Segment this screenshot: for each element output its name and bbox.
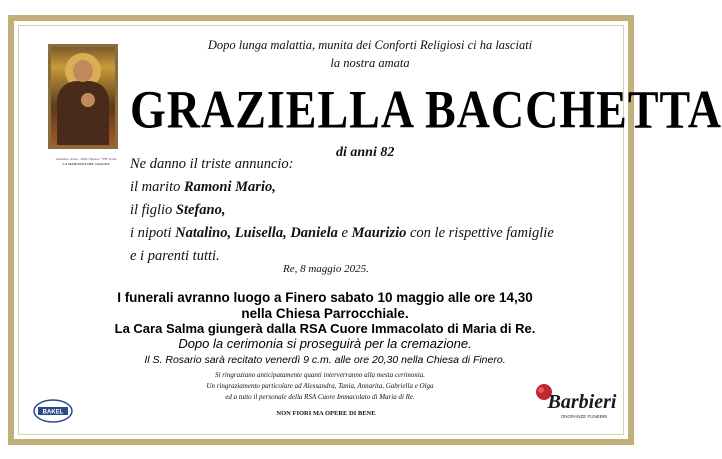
no-flowers-text: NON FIORI MA OPERE DI BENE (276, 410, 376, 417)
funeral-line1: I funerali avranno luogo a Finero sabato 10 maggio alle ore 14,30 (117, 290, 533, 305)
barbieri-logo-text: Barbieri (547, 391, 617, 413)
icon-caption-line1: Santuario di Re - Valle Vigezzo "VB" Italia (55, 157, 117, 161)
icon-caption (44, 157, 128, 167)
announcement-intro: Ne danno il triste annuncio: (130, 156, 294, 172)
announcement-son: il figlio Stefano, (130, 202, 226, 218)
religious-icon-image (48, 44, 118, 149)
thanks-line1: Si ringraziano anticipatamente quanti interverranno alla mesta cerimonia. (215, 371, 425, 379)
announcement-husband: il marito Ramoni Mario, (130, 179, 276, 195)
thanks-line2: Un ringraziamento particolare ad Alessandra, Tania, Annarita, Gabriella e Olga (206, 382, 434, 390)
intro-line1: Dopo lunga malattia, munita dei Conforti Religiosi ci ha lasciati (207, 38, 533, 52)
funeral-line4: Dopo la cerimonia si proseguirà per la cremazione. (178, 336, 472, 351)
thanks-line3: ed a tutto il personale della RSA Cuore Immacolato di Maria di Re. (225, 393, 415, 401)
funeral-line2: nella Chiesa Parrocchiale. (241, 306, 409, 321)
place-date: Re, 8 maggio 2025. (283, 263, 369, 275)
intro-line2: la nostra amata (330, 56, 410, 70)
madonna-icon (51, 47, 115, 146)
bakel-logo-text: BAKEL (42, 409, 64, 416)
barbieri-logo (532, 380, 622, 424)
age-text: di anni 82 (336, 145, 395, 160)
announcement-block (130, 153, 554, 268)
icon-caption-line2: LA MADONNA DEL SANGUE (62, 162, 110, 166)
announcement-nephews: i nipoti Natalino, Luisella, Daniela e Maurizio con le rispettive famiglie (130, 225, 554, 241)
announcement-relatives: e i parenti tutti. (130, 248, 220, 264)
thanks-block (150, 370, 490, 403)
barbieri-logo-subtext: ONORANZE FUNEBRI (560, 414, 608, 419)
intro-text (150, 36, 590, 72)
funeral-line3: La Cara Salma giungerà dalla RSA Cuore Immacolato di Maria di Re. (114, 321, 536, 336)
bakel-logo (32, 398, 74, 424)
deceased-name: GRAZIELLA BACCHETTA (130, 79, 722, 140)
funeral-line5: Il S. Rosario sarà recitato venerdì 9 c.m. alle ore 20,30 nella Chiesa di Finero. (144, 354, 506, 366)
